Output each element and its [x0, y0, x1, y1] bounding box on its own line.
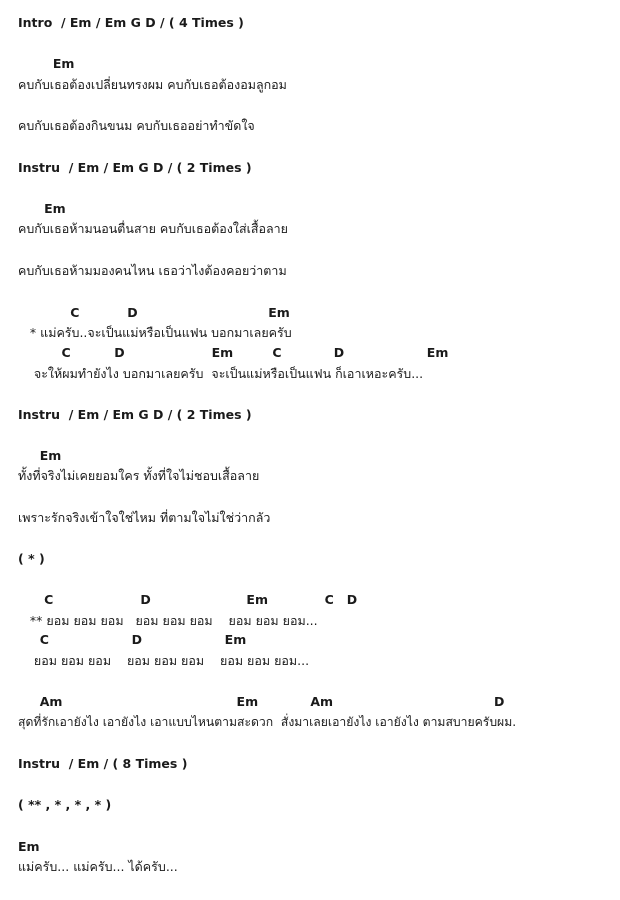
- verse2-chord-line: Em: [18, 201, 66, 216]
- verse1-lyric-line-2: คบกับเธอต้องกินขนม คบกับเธออย่าทำขัดใจ: [18, 118, 255, 133]
- hook-lyric-line-1: ** ยอม ยอม ยอม ยอม ยอม ยอม ยอม ยอม ยอม...: [18, 613, 318, 628]
- verse2-lyric-line-2: คบกับเธอห้ามมองคนไหน เธอว่าไงต้องคอยว่าตาม: [18, 263, 287, 278]
- hook-chord-line-1: C D Em C D: [18, 592, 358, 607]
- bridge-lyric-line: สุดที่รักเอายังไง เอายังไง เอาแบบไหนตามสะดวก สั่งมาเลยเอายังไง เอายังไง ตามสบายครับผม.: [18, 715, 517, 729]
- verse3-lyric-line-1: ทั้งที่จริงไม่เคยยอมใคร ทั้งที่ใจไม่ชอบเสื้อลาย: [18, 468, 260, 483]
- repeat-chorus-marker: ( * ): [18, 551, 45, 566]
- chorus-chord-line-2: C D Em C D Em: [18, 345, 449, 360]
- outro-pattern: ( ** , * , * , * ): [18, 797, 112, 812]
- chorus-lyric-line-1: * แม่ครับ..จะเป็นแม่หรือเป็นแฟน บอกมาเลยครับ: [18, 325, 292, 340]
- outro-lyric-line: แม่ครับ... แม่ครับ... ได้ครับ...: [18, 859, 178, 874]
- chorus-chord-line-1: C D Em: [18, 305, 290, 320]
- instru-line-1: Instru / Em / Em G D / ( 2 Times ): [18, 160, 252, 175]
- chorus-lyric-line-2: จะให้ผมทำยังไง บอกมาเลยครับ จะเป็นแม่หรือเป็นแฟน ก็เอาเหอะครับ...: [18, 366, 424, 381]
- hook-lyric-line-2: ยอม ยอม ยอม ยอม ยอม ยอม ยอม ยอม ยอม...: [18, 653, 310, 668]
- bridge-chord-line: Am Em Am D: [18, 694, 505, 709]
- verse2-lyric-line-1: คบกับเธอห้ามนอนตื่นสาย คบกับเธอต้องใส่เสื้อลาย: [18, 221, 288, 236]
- verse1-chord-line: Em: [18, 56, 75, 71]
- verse1-lyric-line-1: คบกับเธอต้องเปลี่ยนทรงผม คบกับเธอต้องอมลูกอม: [18, 77, 287, 92]
- verse3-chord-line: Em: [18, 448, 62, 463]
- instru-line-3: Instru / Em / ( 8 Times ): [18, 756, 188, 771]
- instru-line-2: Instru / Em / Em G D / ( 2 Times ): [18, 407, 252, 422]
- intro-line: Intro / Em / Em G D / ( 4 Times ): [18, 15, 244, 30]
- outro-chord-line: Em: [18, 839, 40, 854]
- verse3-lyric-line-2: เพราะรักจริงเข้าใจใช่ไหม ที่ตามใจไม่ใช่ว่ากลัว: [18, 510, 271, 525]
- hook-chord-line-2: C D Em: [18, 632, 247, 647]
